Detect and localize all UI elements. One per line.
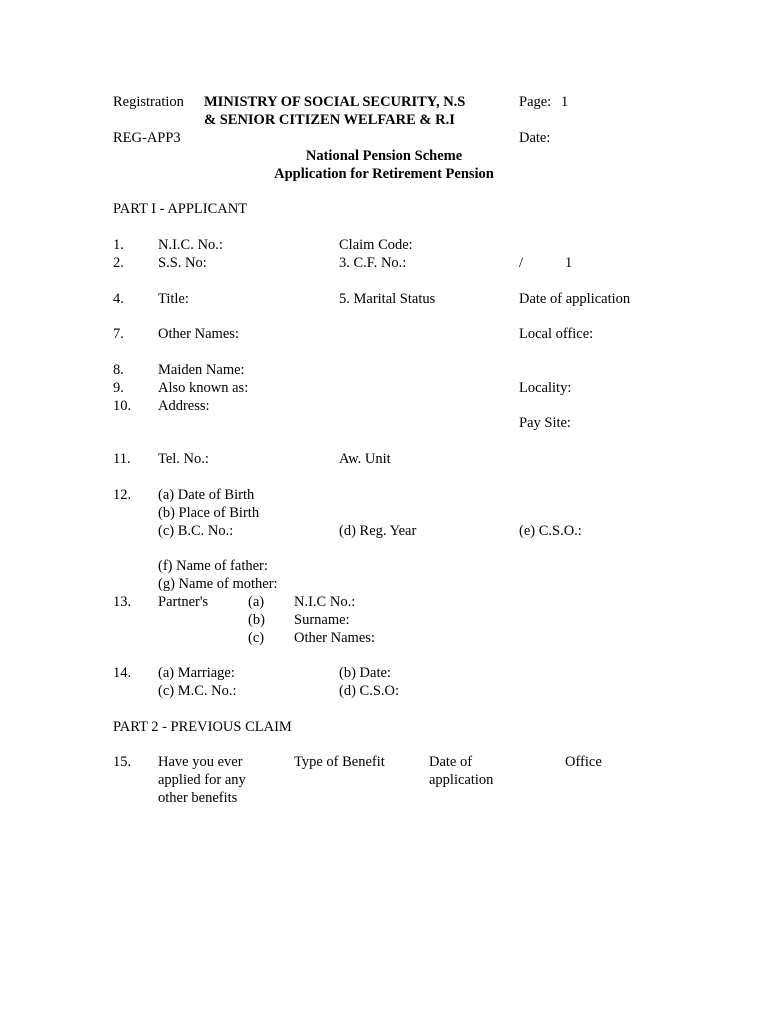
pay-site-label: Pay Site: <box>519 415 571 431</box>
address-label: Address: <box>158 398 210 414</box>
partner-nic-label: N.I.C No.: <box>294 594 356 610</box>
partner-surname-label: Surname: <box>294 612 350 628</box>
nic-label: N.I.C. No.: <box>158 237 223 253</box>
row14-number: 14. <box>113 665 132 681</box>
maiden-name-label: Maiden Name: <box>158 362 245 378</box>
partner-a-marker: (a) <box>248 594 265 610</box>
ss-no-label: S.S. No: <box>158 255 207 271</box>
partners-label: Partner's <box>158 594 209 610</box>
row9-number: 9. <box>113 380 124 396</box>
previous-claim-question-line-2: applied for any <box>158 772 246 788</box>
locality-label: Locality: <box>519 380 572 396</box>
marriage-date-label: (b) Date: <box>339 665 391 681</box>
part1-heading: PART I - APPLICANT <box>113 201 248 217</box>
reg-year-label: (d) Reg. Year <box>339 523 417 539</box>
ministry-line-1: MINISTRY OF SOCIAL SECURITY, N.S <box>204 94 466 110</box>
marital-status-label: 5. Marital Status <box>339 291 436 307</box>
row8-number: 8. <box>113 362 124 378</box>
date-label: Date: <box>519 130 551 146</box>
bc-no-label: (c) B.C. No.: <box>158 523 234 539</box>
date-of-application-header-line-2: application <box>429 772 494 788</box>
form-title: Application for Retirement Pension <box>274 166 494 182</box>
partner-other-names-label: Other Names: <box>294 630 375 646</box>
previous-claim-question-line-1: Have you ever <box>158 754 243 770</box>
title-label: Title: <box>158 291 189 307</box>
row13-number: 13. <box>113 594 132 610</box>
local-office-label: Local office: <box>519 326 594 342</box>
other-names-label: Other Names: <box>158 326 239 342</box>
place-of-birth-label: (b) Place of Birth <box>158 505 260 521</box>
cf-no-label: 3. C.F. No.: <box>339 255 407 271</box>
page-number: 1 <box>561 94 569 110</box>
name-of-mother-label: (g) Name of mother: <box>158 576 278 592</box>
claim-code-label: Claim Code: <box>339 237 413 253</box>
partner-b-marker: (b) <box>248 612 265 628</box>
partner-c-marker: (c) <box>248 630 265 646</box>
row1-number: 1. <box>113 237 124 253</box>
row12-number: 12. <box>113 487 132 503</box>
row2-number: 2. <box>113 255 124 271</box>
date-of-birth-label: (a) Date of Birth <box>158 487 255 503</box>
cso-label: (e) C.S.O.: <box>519 523 582 539</box>
page-label: Page: <box>519 94 552 110</box>
name-of-father-label: (f) Name of father: <box>158 558 268 574</box>
tel-no-label: Tel. No.: <box>158 451 209 467</box>
marriage-label: (a) Marriage: <box>158 665 235 681</box>
mc-no-label: (c) M.C. No.: <box>158 683 237 699</box>
registration-label: Registration <box>113 94 184 110</box>
date-of-application-label: Date of application <box>519 291 631 307</box>
row7-number: 7. <box>113 326 124 342</box>
scheme-title: National Pension Scheme <box>305 148 463 164</box>
part2-heading: PART 2 - PREVIOUS CLAIM <box>113 719 292 735</box>
row4-number: 4. <box>113 291 124 307</box>
row10-number: 10. <box>113 398 132 414</box>
ministry-line-2: & SENIOR CITIZEN WELFARE & R.I <box>204 112 455 128</box>
row15-number: 15. <box>113 754 132 770</box>
office-header: Office <box>565 754 602 770</box>
cf-no-slash: / <box>519 255 524 271</box>
type-of-benefit-header: Type of Benefit <box>294 754 385 770</box>
form-code: REG-APP3 <box>113 130 181 146</box>
previous-claim-question-line-3: other benefits <box>158 790 238 806</box>
cf-no-suffix: 1 <box>565 255 573 271</box>
row11-number: 11. <box>113 451 131 467</box>
date-of-application-header-line-1: Date of <box>429 754 473 770</box>
marriage-cso-label: (d) C.S.O: <box>339 683 400 699</box>
aw-unit-label: Aw. Unit <box>339 451 391 467</box>
also-known-as-label: Also known as: <box>158 380 249 396</box>
